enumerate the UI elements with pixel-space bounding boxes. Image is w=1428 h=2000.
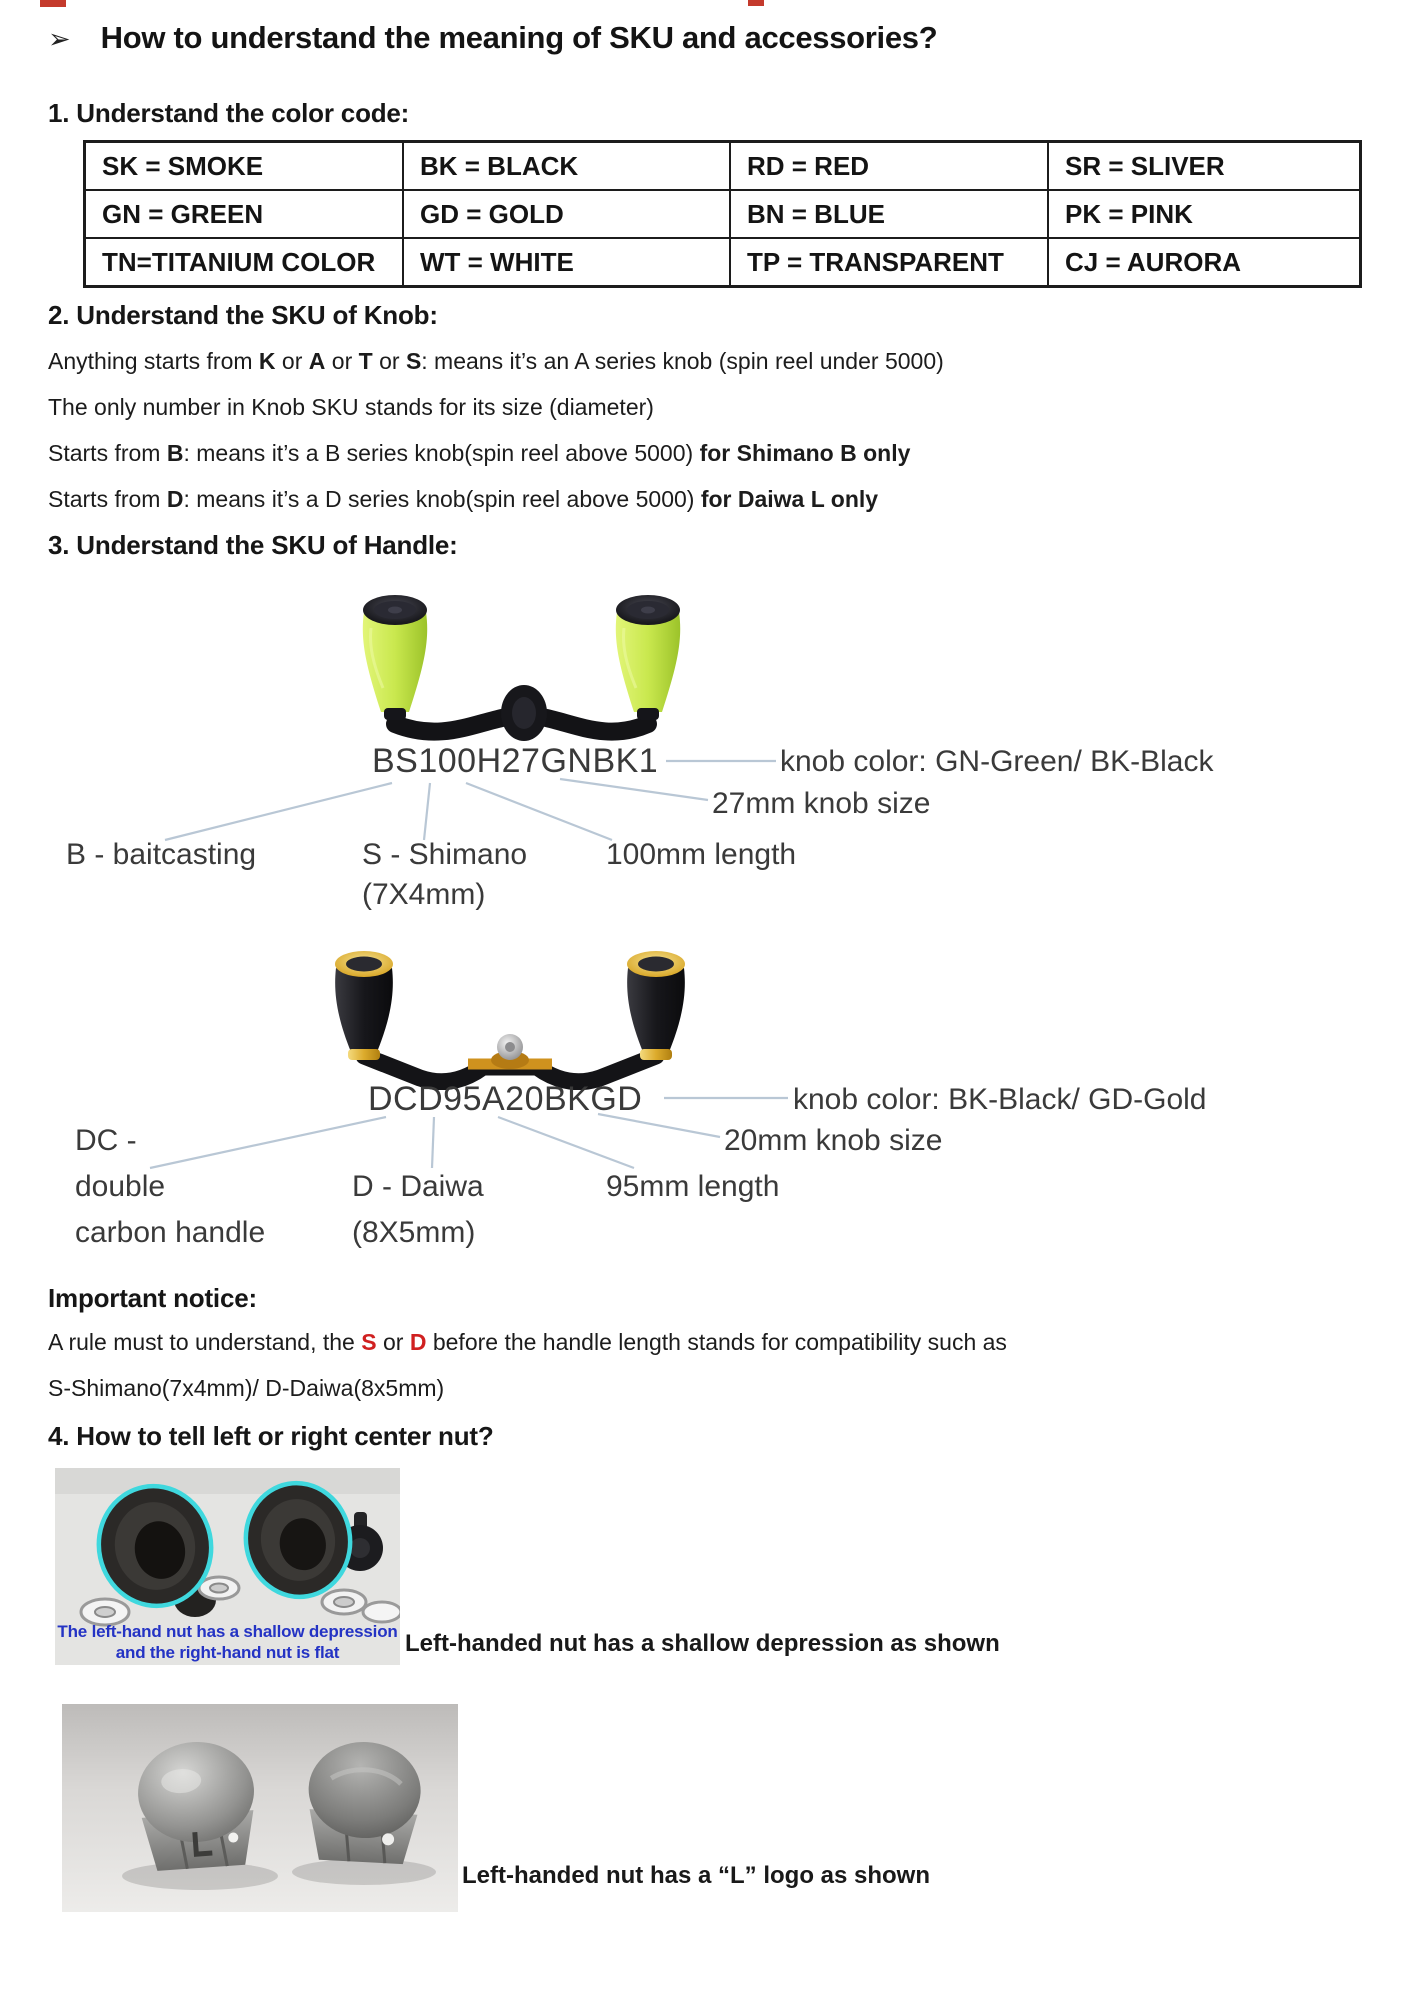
color-code-cell: TP = TRANSPARENT xyxy=(731,239,1049,285)
color-code-cell: SK = SMOKE xyxy=(86,143,404,191)
color-code-row xyxy=(86,143,1359,191)
knob-sku-rule-line xyxy=(48,348,944,375)
text-segment: A rule must to understand, the xyxy=(48,1329,362,1355)
color-code-cell: SR = SLIVER xyxy=(1049,143,1359,191)
color-code-cell: CJ = AURORA xyxy=(1065,247,1242,277)
knob-sku-rule-line xyxy=(48,440,910,467)
text-segment: Starts from xyxy=(48,440,167,466)
handle1-compat-size-label: (7X4mm) xyxy=(362,878,486,911)
handle2-series-label-line1: DC - xyxy=(75,1124,137,1157)
color-code-cell: RD = RED xyxy=(731,143,1049,191)
color-code-cell: TN=TITANIUM COLOR xyxy=(86,239,404,285)
handle1-compat-label: S - Shimano xyxy=(362,838,528,871)
color-code-cell: GD = GOLD xyxy=(404,191,731,239)
handle1-length-label: 100mm length xyxy=(606,838,797,871)
text-segment: The only number in Knob SKU stands for its size (diameter) xyxy=(48,394,654,420)
text-segment: : means it’s a D series knob(spin reel above 5000) xyxy=(183,486,701,512)
text-segment: Anything starts from xyxy=(48,348,259,374)
text-segment: D xyxy=(409,1329,427,1355)
page-title: How to understand the meaning of SKU and accessories? xyxy=(100,20,938,55)
text-segment: : means it’s a B series knob(spin reel above 5000) xyxy=(183,440,700,466)
text-segment: for Shimano B only xyxy=(699,440,911,466)
color-code-cell: BK = BLACK xyxy=(404,143,731,191)
nut-depression-caption: Left-handed nut has a shallow depression as shown xyxy=(405,1630,1000,1657)
section3-heading: 3. Understand the SKU of Handle: xyxy=(48,530,458,560)
handle1-sku-label: BS100H27GNBK1 xyxy=(372,742,659,780)
color-code-cell: PK = PINK xyxy=(1049,191,1359,239)
text-segment: D xyxy=(166,486,184,512)
handle1-knob-size-label: 27mm knob size xyxy=(712,787,931,820)
section2-heading: 2. Understand the SKU of Knob: xyxy=(48,300,438,330)
arrow-bullet-icon: ➢ xyxy=(48,24,71,54)
handle2-image xyxy=(318,948,702,1090)
text-segment: K xyxy=(258,348,276,374)
handle2-knob-color-label: knob color: BK-Black/ GD-Gold xyxy=(793,1083,1207,1116)
text-segment: A xyxy=(308,348,326,374)
text-segment: or xyxy=(275,348,309,374)
text-segment: : means it’s an A series knob (spin reel under 5000) xyxy=(421,348,944,374)
knob-sku-rule-line xyxy=(48,394,654,421)
text-segment: S xyxy=(405,348,422,374)
handle2-series-label-line3: carbon handle xyxy=(75,1216,266,1249)
text-segment: or xyxy=(376,1329,410,1355)
color-code-row xyxy=(86,191,1359,239)
color-code-table xyxy=(83,140,1362,288)
section1-heading: 1. Understand the color code: xyxy=(48,98,410,128)
handle2-knob-size-label: 20mm knob size xyxy=(724,1124,943,1157)
nut-logo-caption: Left-handed nut has a “L” logo as shown xyxy=(462,1862,931,1889)
photo-annotation-line1: The left-hand nut has a shallow depression xyxy=(57,1622,398,1641)
text-segment: before the handle length stands for compatibility such as xyxy=(426,1329,1007,1355)
notice-heading: Important notice: xyxy=(48,1283,257,1313)
handle1-knob-color-label: knob color: GN-Green/ BK-Black xyxy=(780,745,1214,778)
color-code-cell: BN = BLUE xyxy=(731,191,1049,239)
notice-compat-line: S-Shimano(7x4mm)/ D-Daiwa(8x5mm) xyxy=(48,1375,445,1401)
handle1-image xyxy=(338,588,710,753)
text-segment: or xyxy=(372,348,406,374)
text-segment: for Daiwa L only xyxy=(700,486,879,512)
handle2-series-label-line2: double xyxy=(75,1170,166,1203)
handle2-sku-label: DCD95A20BKGD xyxy=(368,1080,643,1118)
text-segment: or xyxy=(325,348,359,374)
knob-sku-rule-line xyxy=(48,486,878,513)
handle1-series-label: B - baitcasting xyxy=(66,838,257,871)
text-segment: T xyxy=(358,348,373,374)
handle2-length-label: 95mm length xyxy=(606,1170,780,1203)
nut-depression-photo xyxy=(55,1468,400,1665)
handle2-compat-label: D - Daiwa xyxy=(352,1170,484,1203)
handle2-compat-size-label: (8X5mm) xyxy=(352,1216,476,1249)
text-segment: S xyxy=(361,1329,377,1355)
color-code-row xyxy=(86,239,1359,285)
photo-annotation-line2: and the right-hand nut is flat xyxy=(115,1643,340,1662)
text-segment: Starts from xyxy=(48,486,167,512)
color-code-cell: WT = WHITE xyxy=(404,239,731,285)
notice-rule-line xyxy=(48,1329,1007,1356)
page-title-row xyxy=(48,20,937,56)
section4-heading: 4. How to tell left or right center nut? xyxy=(48,1421,494,1451)
color-code-cell: GN = GREEN xyxy=(86,191,404,239)
nut-logo-photo xyxy=(62,1704,458,1912)
text-segment: B xyxy=(166,440,184,466)
